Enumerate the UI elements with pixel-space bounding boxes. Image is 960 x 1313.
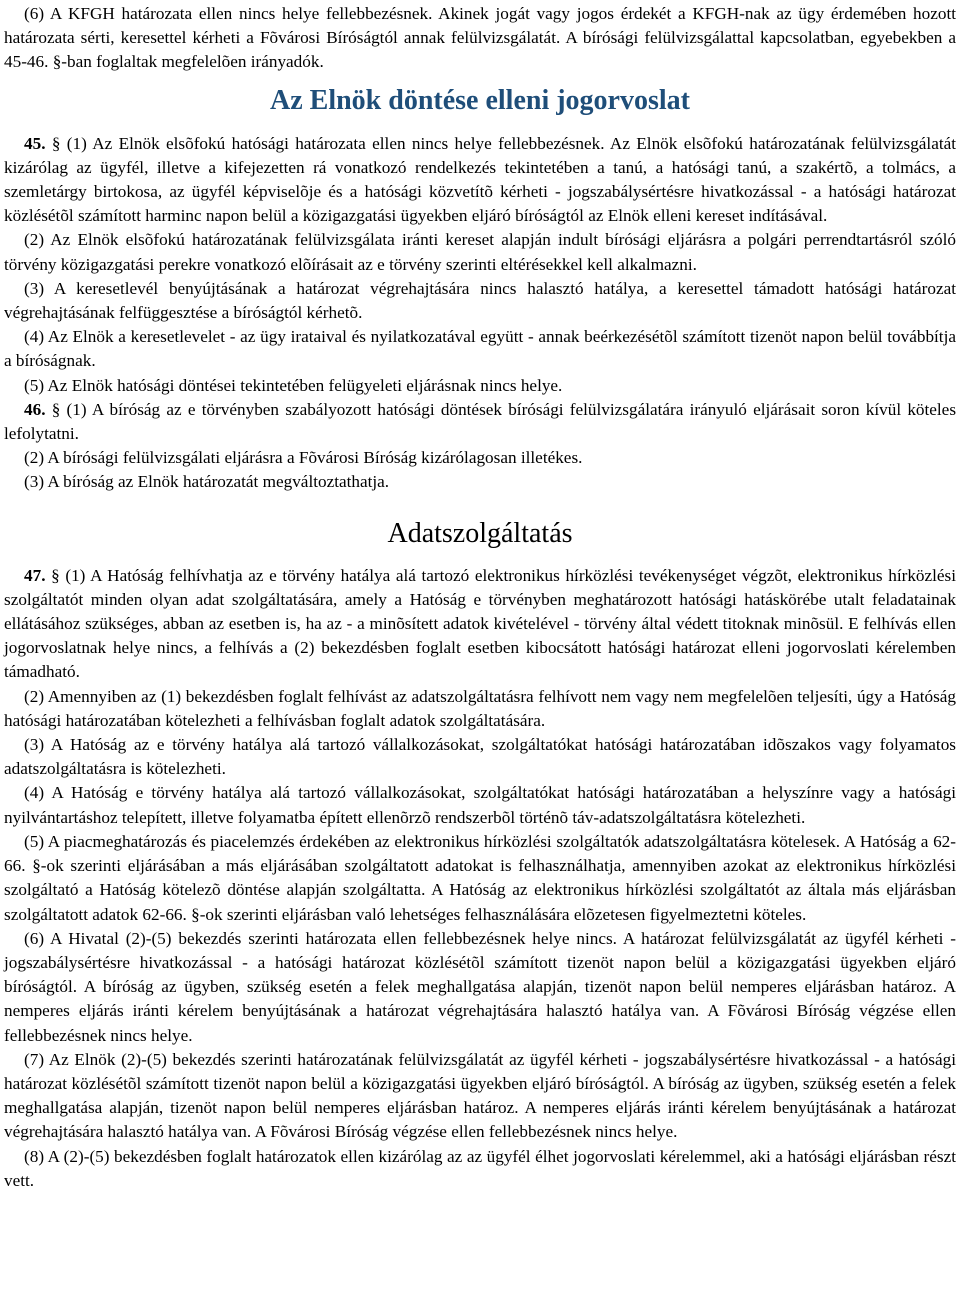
paragraph-47-8: (8) A (2)-(5) bekezdésben foglalt határozatok ellen kizárólag az az ügyfél élhet jogorvoslati kérelemmel, aki a hatósági eljárásban részt vett. xyxy=(4,1146,956,1190)
section-number-46: 46. xyxy=(24,399,46,419)
paragraph-47-3: (3) A Hatóság az e törvény hatálya alá tartozó vállalkozásokat, szolgáltatókat hatósági határozatában idõszakos vagy folyamatos adatszolgáltatásra is kötelezheti. xyxy=(4,735,956,779)
section-heading-data-provision: Adatszolgáltatás xyxy=(387,517,573,549)
paragraph-47-2: (2) Amennyiben az (1) bekezdésben foglalt felhívást az adatszolgáltatásra felhívott nem vagy nem megfelelõen teljesíti, úgy a Hatóság hatósági határozatában kötelezheti a felhívásban foglalt adatok szolgáltatására. xyxy=(4,686,956,730)
paragraph-45-3: (3) A keresetlevél benyújtásának a határozat végrehajtására nincs halasztó hatálya, a keresettel támadott hatósági határozat végrehajtásának felfüggesztése a bíróságtól kérhetõ. xyxy=(4,278,956,323)
paragraph-47-1-text: § (1) A Hatóság felhívhatja az e törvény hatálya alá tartozó elektronikus hírközlési tevékenységet végzõt, elektronikus hírközlési szolgáltatót minden olyan adat szolgáltatására, amely a Hatóság e törvényben meghatározott hatósági hatáskörébe utalt feladatainak ellátásához szükséges, abban az esetben is, ha az - a minõsített adatok kivételével - törvény által védett titoknak minõsül. E felhívás ellen jogorvoslatnak helye nincs, a felhívás a (2) bekezdésben foglalt esetben kibocsátott hatósági határozat elleni jogorvoslati kérelemben támadható. xyxy=(4,565,956,682)
paragraph-47-6: (6) A Hivatal (2)-(5) bekezdés szerinti határozata ellen fellebbezésnek helye nincs. A határozat felülvizsgálatát az ügyfél kérheti - jogszabálysértésre hivatkozással - a hatósági határozat közlésétõl számított tizenöt napon belül a közigazgatási ügyekben eljáró bíróságtól. A bíróság az ügyben, szükség esetén a felek meghallgatása alapján, tizenöt napon belül nemperes eljárásban határoz. A nemperes eljárás iránti kérelem benyújtásának a határozat végrehajtására halasztó hatálya van. A Fõvárosi Bíróság végzése ellen fellebbezésnek nincs helye. xyxy=(4,928,956,1045)
paragraph-45-4: (4) Az Elnök a keresetlevelet - az ügy irataival és nyilatkozatával együtt - annak beérkezésétõl számított tizenöt napon belül továbbítja a bíróságnak. xyxy=(4,327,956,371)
document-page xyxy=(4,2,956,1193)
paragraph-47-7: (7) Az Elnök (2)-(5) bekezdés szerinti határozatának felülvizsgálatát az ügyfél kérheti - jogszabálysértésre hivatkozással - a hatósági határozat közlésétõl számított tizenöt napon belül a közigazgatási ügyekben eljáró bíróságtól. A bíróság az ügyben, szükség esetén a felek meghallgatása alapján, tizenöt napon belül nemperes eljárásban határoz. A nemperes eljárás iránti kérelem benyújtásának a határozat végrehajtására halasztó hatálya van. A Fõvárosi Bíróság végzése ellen fellebbezésnek nincs helye. xyxy=(4,1049,956,1142)
paragraph-45-1-text: § (1) Az Elnök elsõfokú hatósági határozata ellen nincs helye fellebbezésnek. Az Elnök elsõfokú határozatának felülvizsgálatát kizárólag az ügyfél, illetve a kifejezetten rá vonatkozó rendelkezés tekintetében a tanú, a hatósági tanú, a szakértõ, a tolmács, a szemletárgy birtokosa, az ügyfél képviselõje és a hatósági közvetítõ kérheti - jogszabálysértésre hivatkozással - a hatósági határozat közlésétõl számított harminc napon belül a közigazgatási ügyekben eljáró bíróságtól az Elnök elleni kereset indításával. xyxy=(4,133,956,226)
section-number-47: 47. xyxy=(24,565,46,585)
section-heading-remedy: Az Elnök döntése elleni jogorvoslat xyxy=(270,84,690,116)
paragraph-47-5: (5) A piacmeghatározás és piacelemzés érdekében az elektronikus hírközlési szolgáltatók adatszolgáltatásra kötelesek. A Hatóság a 62-66. §-ok szerinti eljárásában a más eljárásában szolgáltatott adatokat is felhasználhatja, amennyiben azokat az elektronikus hírközlési szolgáltató a Hatóság kötelezõ döntése alapján szolgáltatta. A Hatóság az elektronikus hírközlési szolgáltatót az általa más eljárásban szolgáltatott adatok 62-66. §-ok szerinti eljárásban való lehetséges felhasználására elõzetesen figyelmeztetni köteles. xyxy=(4,831,956,924)
paragraph-46-2: (2) A bírósági felülvizsgálati eljárásra a Fõvárosi Bíróság kizárólagosan illetékes. xyxy=(24,448,583,468)
paragraph-45-5: (5) Az Elnök hatósági döntései tekintetében felügyeleti eljárásnak nincs helye. xyxy=(24,375,563,395)
paragraph-46-1-text: § (1) A bíróság az e törvényben szabályozott hatósági döntések bírósági felülvizsgálatára irányuló eljárásait soron kívül köteles lefolytatni. xyxy=(4,399,957,444)
paragraph-47-1 xyxy=(4,564,956,685)
paragraph-46-1 xyxy=(4,398,956,446)
paragraph-46-3: (3) A bíróság az Elnök határozatát megváltoztathatja. xyxy=(24,472,390,492)
paragraph-47-4: (4) A Hatóság e törvény hatálya alá tartozó vállalkozásokat, szolgáltatókat hatósági határozatában a helyszínre vagy a hatósági nyilvántartáshoz telepített, illetve folyamatba épített ellenõrzõ rendszerbõl történõ táv-adatszolgáltatásra kötelezheti. xyxy=(4,783,956,827)
paragraph-45-2: (2) Az Elnök elsõfokú határozatának felülvizsgálata iránti kereset alapján indult bírósági eljárásra a polgári perrendtartásról szóló törvény közigazgatási perekre vonatkozó elõírásait az e törvény szerinti eltérésekkel kell alkalmazni. xyxy=(4,230,956,274)
section-number-45: 45. xyxy=(24,133,46,153)
paragraph-44-6: (6) A KFGH határozata ellen nincs helye fellebbezésnek. Akinek jogát vagy jogos érdekét a KFGH-nak az ügy érdemében hozott határozata sérti, keresettel kérheti a Fõvárosi Bíróságtól annak felülvizsgálatát. A bírósági felülvizsgálattal kapcsolatban, egyebekben a 45-46. §-ban foglaltak megfelelõen irányadók. xyxy=(4,4,956,72)
paragraph-45-1 xyxy=(4,132,956,229)
